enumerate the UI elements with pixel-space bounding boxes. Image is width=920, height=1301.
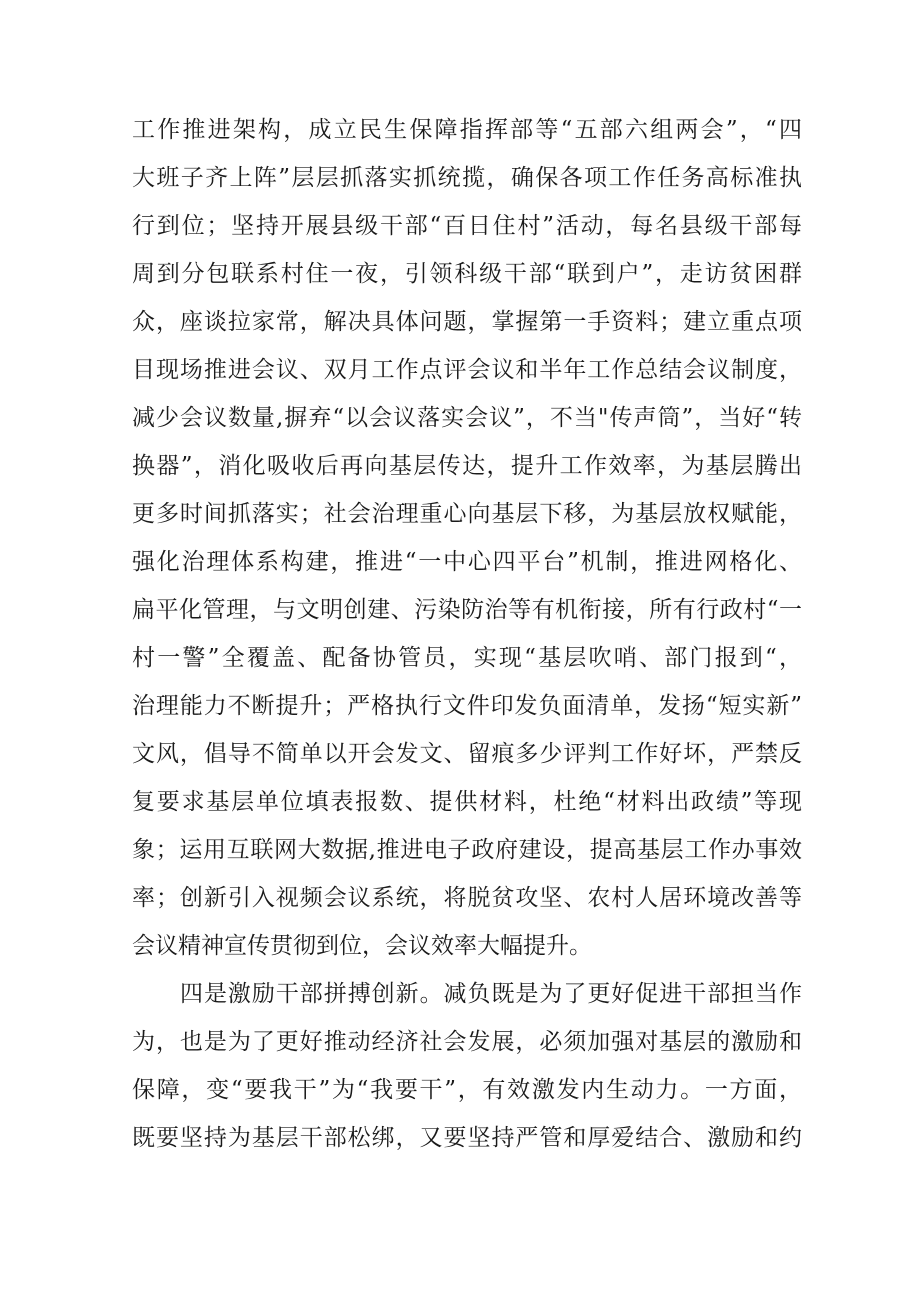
paragraph-1-line: 更多时间抓落实；社会治理重心向基层下移，为基层放权赋能， bbox=[132, 501, 802, 527]
paragraph-1-line: 扁平化管理，与文明创建、污染防治等有机衔接，所有行政村“一 bbox=[132, 597, 802, 623]
paragraph-2-line: 四是激励干部拼搏创新。减负既是为了更好促进干部担当作 bbox=[180, 981, 802, 1007]
paragraph-1-line: 工作推进架构，成立民生保障指挥部等“五部六组两会”，“四 bbox=[132, 117, 802, 143]
paragraph-1-line: 周到分包联系村住一夜，引领科级干部“联到户”，走访贫困群 bbox=[132, 261, 802, 287]
paragraph-1-line: 强化治理体系构建，推进“一中心四平台”机制，推进网格化、 bbox=[132, 549, 802, 575]
paragraph-1-line: 象；运用互联网大数据,推进电子政府建设，提高基层工作办事效 bbox=[132, 837, 802, 863]
paragraph-1-line: 行到位；坚持开展县级干部“百日住村”活动，每名县级干部每 bbox=[132, 213, 802, 239]
paragraph-1-line: 率；创新引入视频会议系统，将脱贫攻坚、农村人居环境改善等 bbox=[132, 885, 802, 911]
paragraph-2-line: 保障，变“要我干”为“我要干”，有效激发内生动力。一方面， bbox=[132, 1077, 802, 1103]
paragraph-1-line: 复要求基层单位填表报数、提供材料，杜绝“材料出政绩”等现 bbox=[132, 789, 802, 815]
paragraph-1-line: 治理能力不断提升；严格执行文件印发负面清单，发扬“短实新” bbox=[132, 693, 802, 719]
paragraph-1-line: 目现场推进会议、双月工作点评会议和半年工作总结会议制度， bbox=[132, 357, 802, 383]
paragraph-1-line: 村一警”全覆盖、配备协管员，实现“基层吹哨、部门报到“， bbox=[132, 645, 802, 671]
paragraph-1-line: 换器”，消化吸收后再向基层传达，提升工作效率，为基层腾出 bbox=[132, 453, 802, 479]
paragraph-1-line: 文风，倡导不简单以开会发文、留痕多少评判工作好坏，严禁反 bbox=[132, 741, 802, 767]
paragraph-1-line: 大班子齐上阵”层层抓落实抓统揽，确保各项工作任务高标准执 bbox=[132, 165, 802, 191]
paragraph-2-line: 为，也是为了更好推动经济社会发展，必须加强对基层的激励和 bbox=[132, 1029, 802, 1055]
paragraph-1-line: 众，座谈拉家常，解决具体问题，掌握第一手资料；建立重点项 bbox=[132, 309, 802, 335]
paragraph-2-line: 既要坚持为基层干部松绑，又要坚持严管和厚爱结合、激励和约 bbox=[132, 1125, 802, 1151]
paragraph-1-line: 会议精神宣传贯彻到位，会议效率大幅提升。 bbox=[132, 933, 592, 959]
paragraph-1-line: 减少会议数量,摒弃“以会议落实会议”，不当"传声筒”，当好“转 bbox=[132, 405, 802, 431]
